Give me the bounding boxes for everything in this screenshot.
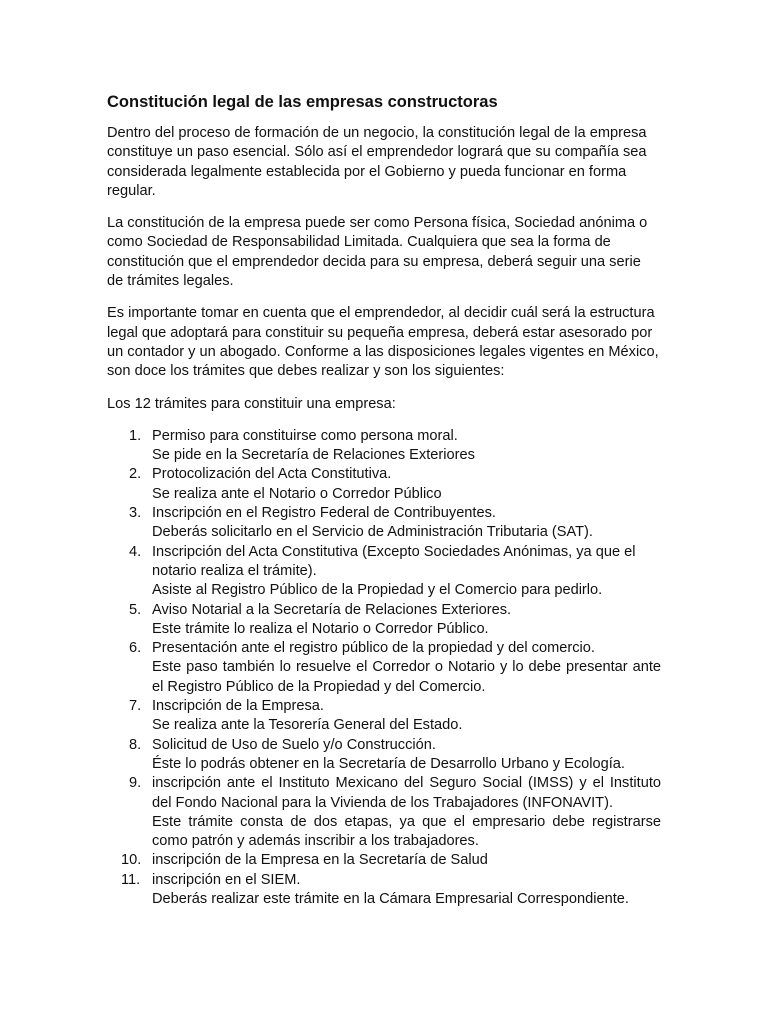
paragraph-advice: Es importante tomar en cuenta que el emprendedor, al decidir cuál será la estructura legal que adoptará para constituir su pequeña empresa, deberá estar asesorado por un contador y un abogado. Conforme a las disposiciones legales vigentes en México, son doce los trámites que debes realizar y son los siguientes: (107, 305, 659, 380)
document-page (107, 92, 661, 909)
list-item-main: inscripción en el SIEM. (152, 871, 301, 888)
list-item-number: 3. (129, 505, 142, 522)
list-item (107, 774, 661, 851)
list-item-number: 6. (129, 640, 142, 657)
list-item (107, 736, 661, 775)
list-item-main: Inscripción del Acta Constitutiva (Excepto Sociedades Anónimas, ya que el notario realiza el trámite). (152, 543, 636, 579)
list-item (107, 697, 661, 736)
list-item-main: Permiso para constituirse como persona moral. (152, 427, 458, 444)
list-item (107, 601, 661, 640)
list-item-detail: Deberás realizar este trámite en la Cámara Empresarial Correspondiente. (152, 890, 629, 907)
paragraph-forms: La constitución de la empresa puede ser como Persona física, Sociedad anónima o como Sociedad de Responsabilidad Limitada. Cualquiera que sea la forma de constitución que el emprendedor decida para su empresa, deberá seguir una serie de trámites legales. (107, 215, 648, 290)
list-item (107, 427, 661, 466)
list-item-detail: Este trámite consta de dos etapas, ya que el empresario debe registrarse como patrón y además inscribir a los trabajadores. (152, 813, 661, 850)
list-item-number: 9. (129, 775, 142, 792)
list-item-detail: Se realiza ante la Tesorería General del Estado. (152, 717, 463, 734)
list-item-number: 7. (129, 698, 142, 715)
list-item-number: 10. (121, 852, 142, 869)
list-item (107, 465, 661, 504)
list-intro: Los 12 trámites para constituir una empresa: (107, 395, 396, 412)
list-item-main: Protocolización del Acta Constitutiva. (152, 466, 392, 483)
list-item-main: Inscripción en el Registro Federal de Contribuyentes. (152, 505, 496, 522)
list-item-number: 8. (129, 736, 142, 753)
list-item-number: 2. (129, 466, 142, 483)
procedures-list (107, 427, 661, 909)
document-title: Constitución legal de las empresas constructoras (107, 93, 498, 111)
paragraph-intro: Dentro del proceso de formación de un negocio, la constitución legal de la empresa constituye un paso esencial. Sólo así el emprendedor logrará que su compañía sea considerada legalmente establecida por el Gobierno y pueda funcionar en forma regular. (107, 125, 647, 199)
list-item-main: inscripción de la Empresa en la Secretaría de Salud (152, 852, 488, 869)
list-item-detail: Se realiza ante el Notario o Corredor Público (152, 485, 442, 502)
list-item-main: Presentación ante el registro público de la propiedad y del comercio. (152, 640, 595, 657)
list-item-number: 5. (129, 601, 142, 618)
list-item-detail: Asiste al Registro Público de la Propiedad y el Comercio para pedirlo. (152, 582, 603, 599)
list-item-number: 4. (129, 543, 142, 560)
list-item (107, 871, 661, 910)
list-item-main: Inscripción de la Empresa. (152, 698, 324, 715)
list-item-detail: Se pide en la Secretaría de Relaciones Exteriores (152, 447, 475, 464)
list-item-detail: Deberás solicitarlo en el Servicio de Administración Tributaria (SAT). (152, 524, 593, 541)
list-item-main: inscripción ante el Instituto Mexicano del Seguro Social (IMSS) y el Instituto del Fondo Nacional para la Vivienda de los Trabajadores (INFONAVIT). (152, 775, 661, 811)
list-item-number: 11. (121, 871, 141, 888)
list-item-detail: Este trámite lo realiza el Notario o Corredor Público. (152, 620, 489, 637)
list-item-main: Solicitud de Uso de Suelo y/o Construcción. (152, 736, 436, 753)
list-item-detail: Este paso también lo resuelve el Corredor o Notario y lo debe presentar ante el Registro Público de la Propiedad y del Comercio. (152, 659, 661, 695)
list-item-number: 1. (129, 427, 142, 444)
list-item-main: Aviso Notarial a la Secretaría de Relaciones Exteriores. (152, 601, 512, 618)
list-item (107, 639, 661, 697)
list-item (107, 543, 661, 601)
list-item-detail: Éste lo podrás obtener en la Secretaría de Desarrollo Urbano y Ecología. (152, 755, 625, 772)
list-item (107, 851, 661, 870)
list-item (107, 504, 661, 543)
